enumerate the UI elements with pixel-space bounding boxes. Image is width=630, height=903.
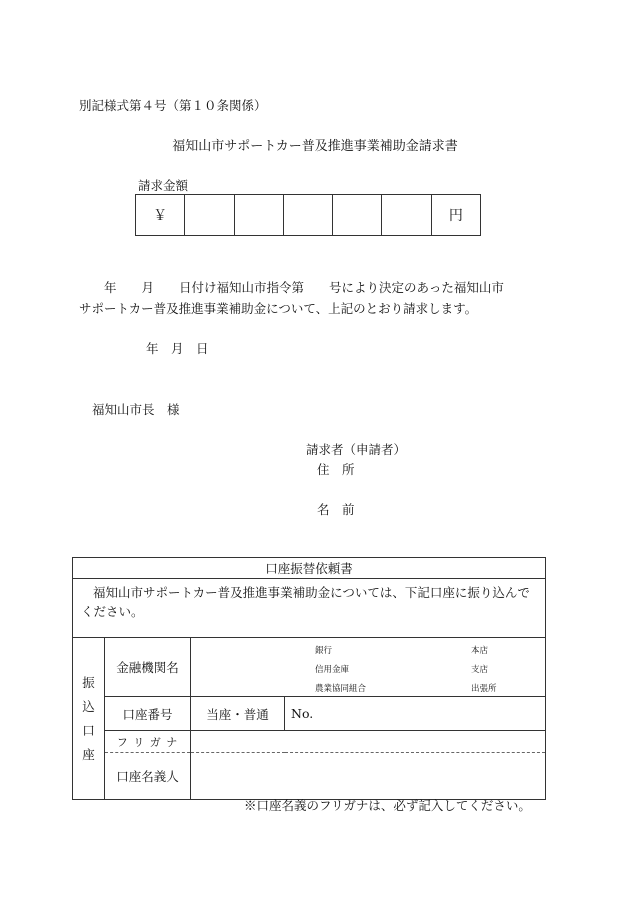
paragraph-line-1: 年 月 日付け福知山市指令第 号により決定のあった福知山市 bbox=[79, 280, 504, 295]
request-date: 年 月 日 bbox=[146, 341, 209, 356]
account-type[interactable]: 当座・普通 bbox=[191, 697, 285, 731]
inst-type-credit-union: 信用金庫 bbox=[315, 665, 350, 675]
request-paragraph bbox=[79, 277, 559, 319]
amount-box bbox=[135, 194, 481, 236]
account-number-field[interactable] bbox=[285, 697, 546, 731]
inst-type-agri-coop: 農業協同組合 bbox=[315, 684, 367, 694]
branch-type-sub: 出張所 bbox=[471, 684, 497, 694]
furigana-field[interactable] bbox=[191, 731, 546, 753]
account-holder-field[interactable] bbox=[191, 753, 546, 800]
amount-label: 請求金額 bbox=[138, 178, 189, 193]
bank-note: 福知山市サポートカー普及推進事業補助金については、下記口座に振り込んでください。 bbox=[73, 579, 546, 638]
institution-field[interactable] bbox=[191, 638, 546, 697]
form-number: 別記様式第４号（第１０条関係） bbox=[79, 98, 267, 113]
bank-caption: 口座振替依頼書 bbox=[73, 558, 546, 579]
yen-symbol-cell: ￥ bbox=[136, 195, 185, 235]
footnote: ※口座名義のフリガナは、必ず記入してください。 bbox=[244, 798, 531, 813]
paragraph-line-2: サポートカー普及推進事業補助金について、上記のとおり請求します。 bbox=[79, 301, 478, 316]
addressee: 福知山市長 様 bbox=[92, 402, 180, 417]
amount-digit-cell[interactable] bbox=[284, 195, 333, 235]
amount-digit-cell[interactable] bbox=[382, 195, 431, 235]
document-title: 福知山市サポートカー普及推進事業補助金請求書 bbox=[172, 139, 458, 154]
yen-unit-cell: 円 bbox=[448, 208, 463, 224]
amount-digit-cell[interactable] bbox=[235, 195, 284, 235]
account-number-label: 口座番号 bbox=[105, 697, 191, 731]
bank-transfer-table bbox=[72, 557, 546, 800]
branch-type-branch: 支店 bbox=[471, 665, 489, 675]
address-label: 住 所 bbox=[317, 462, 355, 477]
account-holder-label: 口座名義人 bbox=[105, 753, 191, 800]
requester-title: 請求者（申請者） bbox=[306, 442, 407, 457]
inst-type-bank: 銀行 bbox=[315, 646, 333, 656]
branch-type-head: 本店 bbox=[471, 646, 489, 656]
no-label: No. bbox=[291, 706, 314, 721]
institution-label: 金融機関名 bbox=[105, 638, 191, 697]
transfer-account-side-label: 振 込 口 座 bbox=[73, 638, 105, 800]
amount-digit-cell[interactable] bbox=[333, 195, 382, 235]
furigana-label: フ リ ガ ナ bbox=[105, 731, 191, 753]
amount-digit-cell[interactable] bbox=[185, 195, 234, 235]
name-label: 名 前 bbox=[317, 502, 355, 517]
